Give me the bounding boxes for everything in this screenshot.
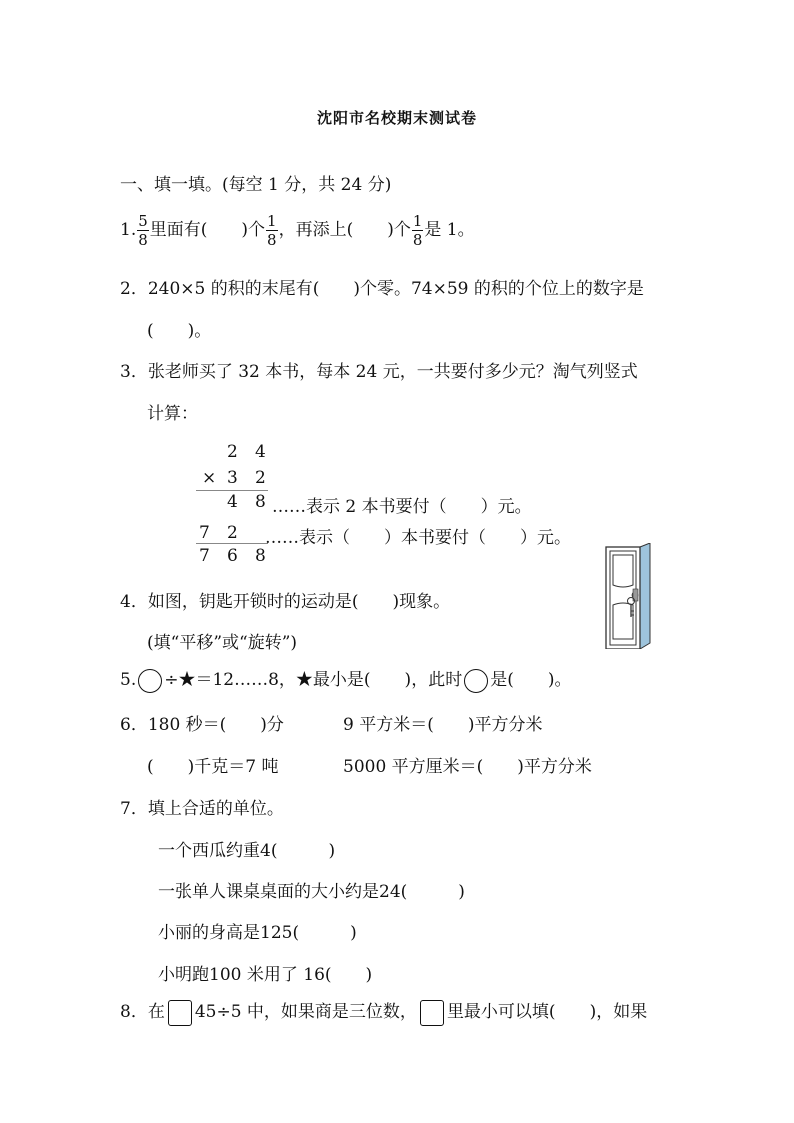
digit: 4 (227, 492, 238, 512)
question-7-item: 小丽的身高是125( ) (158, 923, 357, 943)
question-2-line-2: ( )。 (147, 321, 212, 341)
question-5 (120, 667, 571, 693)
question-6-c: ( )千克＝7 吨 (147, 757, 279, 777)
question-6-b: 9 平方米＝( )平方分米 (343, 715, 543, 735)
circle-blank (464, 669, 488, 693)
note-line-1: ……表示 2 本书要付（ ）元。 (272, 497, 532, 517)
q8-text-2: 45÷5 中，如果商是三位数， (194, 1002, 417, 1022)
q1-text-3: 是 1。 (424, 220, 475, 240)
question-3-line-1: 3．张老师买了 32 本书，每本 24 元，一共要付多少元？淘气列竖式 (120, 362, 638, 382)
digit: 4 (255, 442, 266, 462)
question-6-a: 6．180 秒＝( )分 (120, 715, 284, 735)
digit: 8 (255, 546, 266, 566)
note-line-2: ……表示（ ）本书要付（ ）元。 (265, 528, 571, 548)
rule-line (196, 490, 268, 491)
question-7-item: 一张单人课桌桌面的大小约是24( ) (158, 882, 465, 902)
page-title: 沈阳市名校期末测试卷 (316, 109, 477, 127)
times-sign: × (202, 468, 217, 488)
digit: 6 (227, 546, 238, 566)
digit: 3 (227, 468, 238, 488)
question-8 (120, 999, 647, 1026)
section-heading: 一、填一填。(每空 1 分，共 24 分) (120, 175, 392, 195)
q1-text-2: ，再添上( )个 (278, 220, 411, 240)
fraction-5-8: $\frac{5}{8}$ (138, 211, 148, 249)
square-blank (168, 1000, 192, 1026)
circle-blank (138, 669, 162, 693)
q8-text-1: 8．在 (120, 1002, 165, 1022)
question-1 (120, 208, 475, 252)
q8-text-3: 里最小可以填( )，如果 (446, 1002, 648, 1022)
question-2-line-1: 2．240×5 的积的末尾有( )个零。74×59 的积的个位上的数字是 (120, 279, 644, 299)
digit: 2 (255, 468, 266, 488)
digit: 8 (255, 492, 266, 512)
question-7-item: 一个西瓜约重4( ) (158, 841, 336, 861)
question-4-line-1: 4．如图，钥匙开锁时的运动是( )现象。 (120, 592, 451, 612)
question-7-item: 小明跑100 米用了 16( ) (158, 965, 373, 985)
question-6-d: 5000 平方厘米＝( )平方分米 (343, 757, 592, 777)
digit: 2 (227, 523, 238, 543)
q5-number: 5. (120, 670, 137, 690)
fraction-1-8-a: $\frac{1}{8}$ (267, 211, 277, 249)
q5-text-2: 是( )。 (490, 670, 572, 690)
digit: 7 (199, 523, 210, 543)
q1-text-1: 里面有( )个 (149, 220, 266, 240)
question-7-heading: 7．填上合适的单位。 (120, 799, 284, 819)
square-blank (420, 1000, 444, 1026)
question-4-line-2: (填“平移”或“旋转”) (147, 633, 298, 653)
question-3-line-2: 计算： (147, 404, 198, 424)
rule-line (196, 543, 268, 544)
digit: 7 (199, 546, 210, 566)
digit: 2 (227, 442, 238, 462)
q5-text-1: ÷★＝12……8，★最小是( )，此时 (164, 670, 463, 690)
q1-number: 1. (120, 220, 137, 240)
fraction-1-8-b: $\frac{1}{8}$ (412, 211, 423, 249)
door-lock-illustration (604, 543, 654, 649)
